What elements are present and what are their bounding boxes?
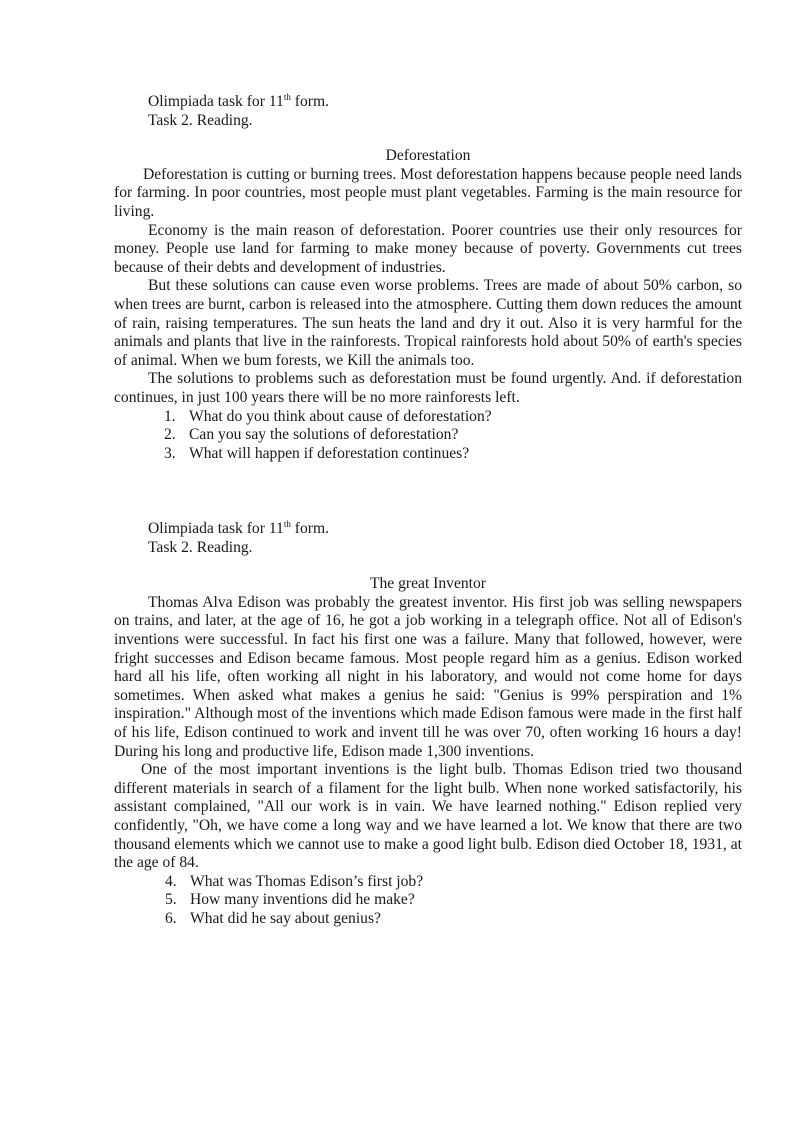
- question-item: [114, 445, 742, 464]
- question-text: What did he say about genius?: [190, 909, 381, 927]
- text-title: The great Inventor: [369, 575, 487, 593]
- question-item: [114, 891, 742, 910]
- task-great-inventor: [114, 520, 742, 928]
- header-superscript: th: [283, 92, 291, 102]
- question-item: [114, 910, 742, 929]
- question-number: 2.: [164, 426, 176, 444]
- question-number: 5.: [165, 891, 177, 909]
- task-header-form: [148, 93, 742, 112]
- paragraph: Deforestation is cutting or burning trees. Most deforestation happens because people need lands for farming. In poor countries, most people must plant vegetables. Farming is the main resource for living.: [114, 165, 742, 220]
- header-text-end: form.: [290, 520, 329, 537]
- paragraph: One of the most important inventions is the light bulb. Thomas Edison tried two thousand different materials in search of a filament for the light bulb. When none worked satisfactorily, his assistant complained, "All our work is in vain. We have learned nothing." Edison replied very confidently, "Oh, we have come a long way and we have learned a lot. We know that there are two thousand elements which we cannot use to make a good light bulb. Edison died October 18, 1931, at the age of 84.: [114, 761, 742, 872]
- paragraph: The solutions to problems such as deforestation must be found urgently. And. if deforestation continues, in just 100 years there will be no more rainforests left.: [114, 370, 742, 406]
- text-title: Deforestation: [385, 147, 471, 165]
- task-deforestation: [114, 93, 742, 463]
- header-text: Olimpiada task for 11: [148, 93, 284, 110]
- question-text: Can you say the solutions of deforestation?: [189, 426, 459, 444]
- question-list: [114, 873, 742, 929]
- question-list: [114, 408, 742, 464]
- task-header-form: [148, 520, 742, 539]
- question-text: What was Thomas Edison’s first job?: [190, 872, 424, 890]
- header-text-end: form.: [290, 93, 329, 110]
- question-item: [114, 426, 742, 445]
- header-text: Olimpiada task for 11: [148, 520, 284, 537]
- task-header-reading: Task 2. Reading.: [148, 111, 253, 129]
- question-number: 1.: [164, 407, 176, 425]
- paragraph: But these solutions can cause even worse problems. Trees are made of about 50% carbon, so when trees are burnt, carbon is released into the atmosphere. Cutting them down reduces the amount of rain, raising temperatures. The sun heats the land and dry it out. Also it is very harmful for the animals and plants that live in the rainforests. Tropical rainforests hold about 50% of earth's species of animal. When we bum forests, we Kill the animals too.: [114, 277, 742, 369]
- paragraph: Economy is the main reason of deforestation. Poorer countries use their only resources for money. People use land for farming to make money because of poverty. Governments cut trees because of their debts and development of industries.: [114, 221, 742, 276]
- question-number: 4.: [165, 872, 177, 890]
- question-item: [114, 873, 742, 892]
- paragraph: Thomas Alva Edison was probably the greatest inventor. His first job was selling newspapers on trains, and later, at the age of 16, he got a job working in a telegraph office. Not all of Edison's inventions were successful. In fact his first one was a failure. Many that followed, however, were fright successes and Edison became famous. Most people regard him as a genius. Edison worked hard all his life, often working all night in his laboratory, and would not come home for days sometimes. When asked what makes a genius he said: "Genius is 99% perspiration and 1% inspiration." Although most of the inventions which made Edison famous were made in the first half of his life, Edison continued to work and invent till he was over 70, often working 16 hours a day! During his long and productive life, Edison made 1,300 inventions.: [114, 593, 742, 760]
- question-number: 3.: [164, 444, 176, 462]
- header-superscript: th: [283, 519, 291, 529]
- question-text: How many inventions did he make?: [190, 891, 415, 909]
- question-text: What do you think about cause of deforestation?: [189, 407, 492, 425]
- question-text: What will happen if deforestation continues?: [189, 444, 470, 462]
- question-number: 6.: [165, 909, 177, 927]
- question-item: [114, 408, 742, 427]
- task-header-reading: Task 2. Reading.: [148, 538, 253, 556]
